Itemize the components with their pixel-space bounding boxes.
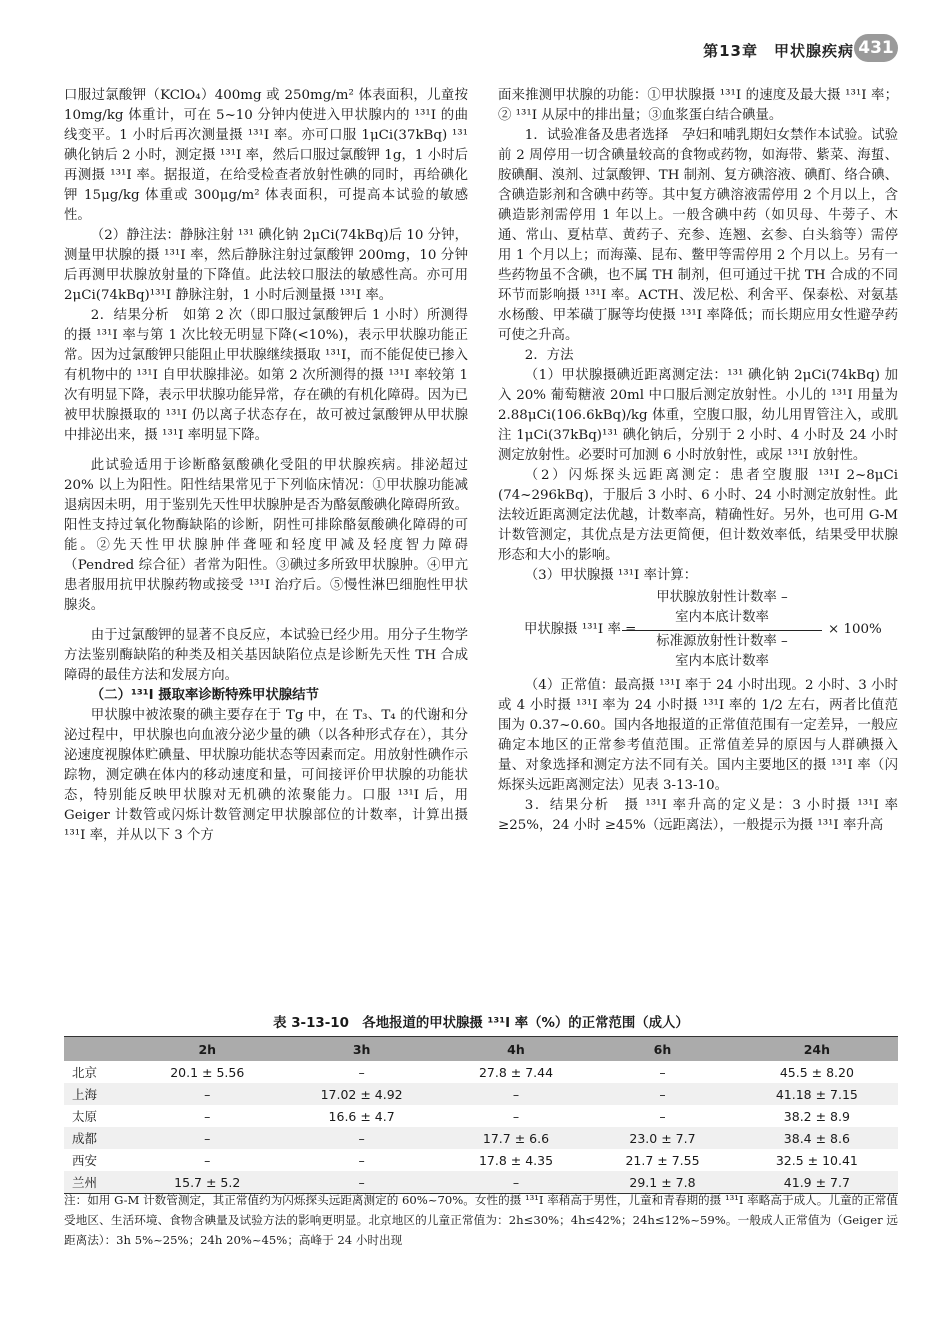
value-cell: – [512,1086,520,1102]
left-column [64,86,468,846]
table-row [64,1061,898,1083]
header-cell: 24h [736,1037,898,1062]
value-cell: 41.9 ± 7.7 [736,1171,898,1194]
value-cell: – [281,1171,443,1194]
value-cell: – [204,1086,211,1102]
paragraph: （1）甲状腺摄碘近距离测定法：¹³¹ 碘化钠 2μCi(74kBq) 加入 20% 葡萄糖液 20ml 中口服后测定放射性。小儿的 ¹³¹I 用量为 2.88μCi(106.6kBq)/kg 体重，空腹口服，幼儿用胃管注入，或肌注 1μCi(37kBq)¹³¹ 碘化钠后，分别于 2 小时、4 小时及 24 小时测定放射性。必要时可加测 6 小时放射性，或尿 ¹³¹I 放射性。 [498,368,898,463]
city-cell: 西安 [72,1153,98,1168]
value-cell: – [443,1171,590,1194]
value-cell: – [358,1152,365,1168]
city-cell: 北京 [72,1065,98,1080]
header-cell-city [64,1037,134,1062]
value-cell: 17.7 ± 6.6 [482,1130,550,1146]
table-header-row [64,1037,898,1062]
table-row [64,1149,898,1171]
value-cell: – [358,1064,365,1080]
value-cell: 17.02 ± 4.92 [320,1086,403,1102]
paragraph: （3）甲状腺摄 ¹³¹I 率计算： [524,568,698,583]
formula-lhs: 甲状腺摄 ¹³¹I 率 = [524,622,637,637]
uptake-formula [498,588,898,674]
table-title: 表 3-13-10 各地报道的甲状腺摄 ¹³¹I 率（%）的正常范围（成人） [273,1016,689,1031]
value-cell: – [204,1130,211,1146]
formula-numerator-2: 室内本底计数率 [675,610,769,625]
value-cell: 38.2 ± 8.9 [783,1108,850,1124]
value-cell: 29.1 ± 7.8 [589,1171,736,1194]
section-heading: （二）¹³¹I 摄取率诊断特殊甲状腺结节 [90,688,319,703]
value-cell: 17.8 ± 4.35 [478,1152,554,1168]
value-cell: 20.1 ± 5.56 [170,1064,245,1080]
value-cell: – [358,1130,365,1146]
value-cell: 45.5 ± 8.20 [779,1064,854,1080]
paragraph: 2．结果分析 如第 2 次（即口服过氯酸钾后 1 小时）所测得的摄 ¹³¹I 率与第 1 次比较无明显下降(<10%)，表示甲状腺功能正常。因为过氯酸钾只能阻止甲状腺继续摄取 ¹³¹I，而不能促使已掺入有机物中的 ¹³¹I 自甲状腺排泌。如第 2 次所测得的摄 ¹³¹I 率较第 1 次有明显下降，表示甲状腺功能异常，存在碘的有机化障碍。因为已被甲状腺摄取的 ¹³¹I 仍以离子状态存在，故可被过氯酸钾从甲状腺中排泌出来，摄 ¹³¹I 率明显下降。 [64,308,468,443]
paragraph: 口服过氯酸钾（KClO₄）400mg 或 250mg/m² 体表面积，儿童按 10mg/kg 体重计，可在 5~10 分钟内使进入甲状腺内的 ¹³¹I 的曲线变平。1 小时后再次测量摄 ¹³¹I 率。亦可口服 1μCi(37kBq) ¹³¹ 碘化钠后 2 小时，测定摄 ¹³¹I 率，然后口服过氯酸钾 1g，1 小时后再测摄 ¹³¹I 率。据报道，在给受检查者放射性碘的同时，再给碘化钾 15μg/kg 体重或 300μg/m² 体表面积，可提高本试验的敏感性。 [64,88,468,223]
value-cell: 16.6 ± 4.7 [328,1108,395,1124]
paragraph: 3．结果分析 摄 ¹³¹I 率升高的定义是：3 小时摄 ¹³¹I 率 ≥25%，24 小时 ≥45%（远距离法），一般提示为摄 ¹³¹I 率升高 [498,798,898,833]
header-cell: 2h [134,1037,281,1062]
right-column-upper [498,86,898,586]
formula-denominator-2: 室内本底计数率 [675,654,769,669]
formula-fraction-line [622,630,822,631]
table-note: 注：如用 G-M 计数管测定，其正常值约为闪烁探头远距离测定的 60%~70%。女性的摄 ¹³¹I 率稍高于男性，儿童和青春期的摄 ¹³¹I 率略高于成人。儿童的正常值受地区、生活环境、食物含碘量及试验方法的影响更明显。北京地区的儿童正常值为：2h≤30%；4h≤42%；24h≤12%~59%。一般成人正常值为（Geiger 远距离法）：3h 5%~25%；24h 20%~45%；高峰于 24 小时出现 [64,1193,898,1247]
city-cell: 太原 [72,1109,98,1124]
value-cell: 32.5 ± 10.41 [775,1152,858,1168]
city-cell: 兰州 [64,1171,134,1194]
value-cell: 41.18 ± 7.15 [775,1086,858,1102]
value-cell: – [659,1108,666,1124]
chapter-title: 第13章 甲状腺疾病 [703,42,854,60]
paragraph: 由于过氯酸钾的显著不良反应，本试验已经少用。用分子生物学方法鉴别酶缺陷的种类及相关基因缺陷位点是诊断先天性 TH 合成障碍的最佳方法和发展方向。 [64,628,468,683]
header-cell: 3h [281,1037,443,1062]
right-column [498,86,898,836]
value-cell: 38.4 ± 8.6 [783,1130,850,1146]
table-row [64,1127,898,1149]
paragraph: （2）静注法：静脉注射 ¹³¹ 碘化钠 2μCi(74kBq)后 10 分钟，测量甲状腺的摄 ¹³¹I 率，然后静脉注射过氯酸钾 200mg，10 分钟后再测甲状腺放射量的下降值。此法较口服法的敏感性高。亦可用 2μCi(74kBq)¹³¹I 静脉注射，1 小时后测量摄 ¹³¹I 率。 [64,228,468,303]
value-cell: 23.0 ± 7.7 [629,1130,696,1146]
value-cell: 15.7 ± 5.2 [134,1171,281,1194]
paragraph: （2）闪烁探头远距离测定：患者空腹服 ¹³¹I 2~8μCi (74~296kBq)，于服后 3 小时、6 小时、24 小时测定放射性。此法较近距离测定法优越，计数率高，精确性好。另外，也可用 G-M 计数管测定，其优点是方法更简便，但计数效率低，结果受甲状腺形态和大小的影响。 [498,468,898,563]
city-cell: 上海 [72,1087,98,1102]
value-cell: 27.8 ± 7.44 [478,1064,554,1080]
formula-rhs: × 100% [828,622,882,637]
value-cell: – [659,1064,666,1080]
header-cell: 6h [589,1037,736,1062]
header-cell: 4h [443,1037,590,1062]
right-column-lower [498,676,898,836]
formula-numerator-1: 甲状腺放射性计数率 – [656,590,788,605]
table-body [64,1061,898,1194]
paragraph: 面来推测甲状腺的功能：①甲状腺摄 ¹³¹I 的速度及最大摄 ¹³¹I 率；② ¹³¹I 从尿中的排出量；③血浆蛋白结合碘量。 [498,88,898,123]
table-row [64,1105,898,1127]
paragraph: 此试验适用于诊断酪氨酸碘化受阻的甲状腺疾病。排泌超过 20% 以上为阳性。阳性结果常见于下列临床情况：①甲状腺功能减退病因未明，用于鉴别先天性甲状腺肿是否为酪氨酸碘化障碍所致。阳性支持过氧化物酶缺陷的诊断，阴性可排除酪氨酸碘化障碍的可能。②先天性甲状腺肿伴聋哑和轻度甲减及轻度智力障碍（Pendred 综合征）者常为阳性。③碘过多所致甲状腺肿。④甲亢患者服用抗甲状腺药物或接受 ¹³¹I 治疗后。⑤慢性淋巴细胞性甲状腺炎。 [64,458,468,613]
table-row [64,1083,898,1105]
value-cell: 21.7 ± 7.55 [625,1152,700,1168]
city-cell: 成都 [72,1131,98,1146]
paragraph: 2．方法 [524,348,574,363]
value-cell: – [204,1152,211,1168]
formula-denominator-1: 标准源放射性计数率 – [656,634,788,649]
uptake-normal-range-table [64,1036,898,1194]
paragraph: 1．试验准备及患者选择 孕妇和哺乳期妇女禁作本试验。试验前 2 周停用一切含碘量较高的食物或药物，如海带、紫菜、海蜇、胺碘酮、溴剂、过氯酸钾、TH 制剂、复方碘溶液、碘酊、络合碘、含碘造影剂和含碘中药等。其中复方碘溶液需停用 2 个月以上，含碘造影剂需停用 1 年以上。一般含碘中药（如贝母、牛蒡子、木通、常山、夏枯草、黄药子、充参、连翘、玄参、白头翁等）需停用 1 个月以上；而海藻、昆布、鳖甲等需停用 2 个月以上。另有一些药物虽不含碘，也不属 TH 制剂，但可通过干扰 TH 合成的不同环节而影响摄 ¹³¹I 率。ACTH、泼尼松、利舍平、保泰松、对氨基水杨酸、甲苯磺丁脲等均使摄 ¹³¹I 率降低；而长期应用女性避孕药可使之升高。 [498,128,898,343]
value-cell: – [512,1108,520,1124]
value-cell: – [659,1086,666,1102]
paragraph: （4）正常值：最高摄 ¹³¹I 率于 24 小时出现。2 小时、3 小时或 4 小时摄 ¹³¹I 率为 24 小时摄 ¹³¹I 率的 1/2 左右，两者比值范围为 0.37~0.60。国内各地报道的正常值范围有一定差异，一般应确定本地区的正常参考值范围。正常值差异的原因与人群碘摄入量、对象选择和测定方法不同有关。国内主要地区的摄 ¹³¹I 率（闪烁探头远距离测定法）见表 3-13-10。 [498,678,898,793]
page-header [0,34,950,70]
paragraph: 甲状腺中被浓聚的碘主要存在于 Tg 中，在 T₃、T₄ 的代谢和分泌过程中，甲状腺也向血液分泌少量的碘（以各种形式存在），其分泌速度视腺体贮碘量、甲状腺功能状态等因素而定。用放射性碘作示踪物，测定碘在体内的移动速度和量，可间接评价甲状腺的功能状态，特别能反映甲状腺对无机碘的浓聚能力。口服 ¹³¹I 后，用 Geiger 计数管或闪烁计数管测定甲状腺部位的计数率，计算出摄 ¹³¹I 率，并从以下 3 个方 [64,708,468,843]
page-number: 431 [854,34,898,62]
value-cell: – [204,1108,211,1124]
